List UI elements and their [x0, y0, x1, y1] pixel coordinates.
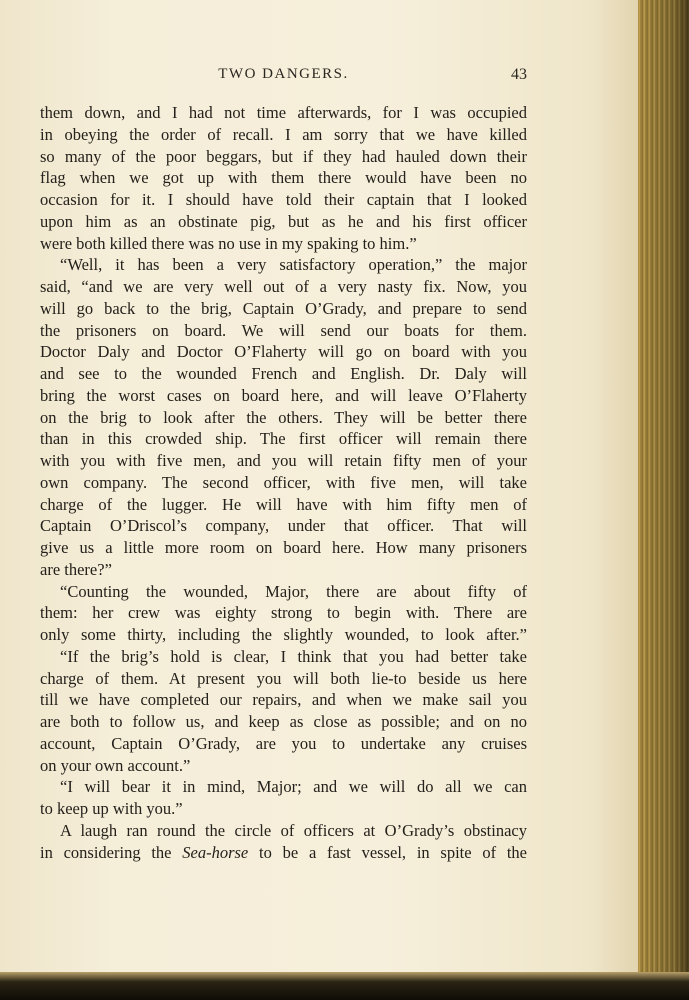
text-line: “Counting the wounded, Major, there are about fifty of [60, 581, 527, 601]
text-line: to keep up with you.” [40, 799, 183, 818]
body-text [40, 102, 527, 863]
text-line: occasion for it. I should have told their captain that I looked [40, 190, 527, 209]
text-line: “Well, it has been a very satisfactory operation,” the major [60, 255, 527, 275]
text-line: only some thirty, including the slightly wounded, to look after.” [40, 625, 527, 644]
text-line: were both killed there was no use in my spaking to him.” [40, 233, 417, 253]
text-line: account, Captain O’Grady, are you to undertake any cruises [40, 733, 527, 753]
text-line: with you with five men, and you will retain fifty men of your [40, 451, 527, 470]
text-line: so many of the poor beggars, but if they had hauled down their [40, 146, 527, 166]
text-line: are both to follow us, and keep as close as possible; and on no [40, 712, 527, 731]
text-line: and see to the wounded French and English. Dr. Daly will [40, 364, 527, 383]
text-line: on the brig to look after the others. They will be better there [40, 407, 527, 427]
text-line: will go back to the brig, Captain O’Grady, and prepare to send [40, 298, 527, 318]
text-line: own company. The second officer, with five men, will take [40, 472, 527, 492]
text-line: “I will bear it in mind, Major; and we will do all we can [60, 777, 527, 797]
text-line: them: her crew was eighty strong to begin with. There are [40, 603, 527, 623]
text-line: in obeying the order of recall. I am sorry that we have killed [40, 124, 527, 144]
text-line: bring the worst cases on board here, and will leave O’Flaherty [40, 385, 527, 405]
text-segment: to be a fast vessel, in spite of the [248, 842, 527, 862]
text-line: give us a little more room on board here. How many prisoners [40, 538, 527, 557]
text-line: A laugh ran round the circle of officers at O’Grady’s obstinacy [60, 820, 527, 840]
text-segment: in considering the [40, 842, 183, 862]
text-line: said, “and we are very well out of a very nasty fix. Now, you [40, 277, 527, 296]
text-line: the prisoners on board. We will send our boats for them. [40, 320, 527, 340]
text-line: till we have completed our repairs, and when we make sail you [40, 690, 527, 710]
ship-name: Sea-horse [182, 842, 249, 862]
text-line: “If the brig’s hold is clear, I think that you had better take [60, 646, 527, 666]
running-head: TWO DANGERS. [218, 66, 349, 82]
text-line: them down, and I had not time afterwards, for I was occupied [40, 103, 527, 122]
book-bottom-edge [0, 972, 689, 1000]
text-line [40, 842, 527, 864]
text-line: upon him as an obstinate pig, but as he and his first officer [40, 211, 527, 231]
text-line: charge of the lugger. He will have with him fifty men of [40, 494, 527, 514]
text-line: are there?” [40, 559, 112, 579]
text-line: flag when we got up with them there would have been no [40, 168, 527, 188]
page-edges-shadow [638, 0, 689, 985]
text-line: Doctor Daly and Doctor O’Flaherty will go on board with you [40, 342, 527, 362]
text-line: Captain O’Driscol’s company, under that officer. That will [40, 516, 527, 536]
text-line: than in this crowded ship. The first officer will remain there [40, 429, 527, 449]
page-header [40, 66, 527, 88]
text-line: on your own account.” [40, 755, 191, 775]
page-number: 43 [511, 66, 527, 83]
text-line: charge of them. At present you will both lie-to beside us here [40, 668, 527, 688]
